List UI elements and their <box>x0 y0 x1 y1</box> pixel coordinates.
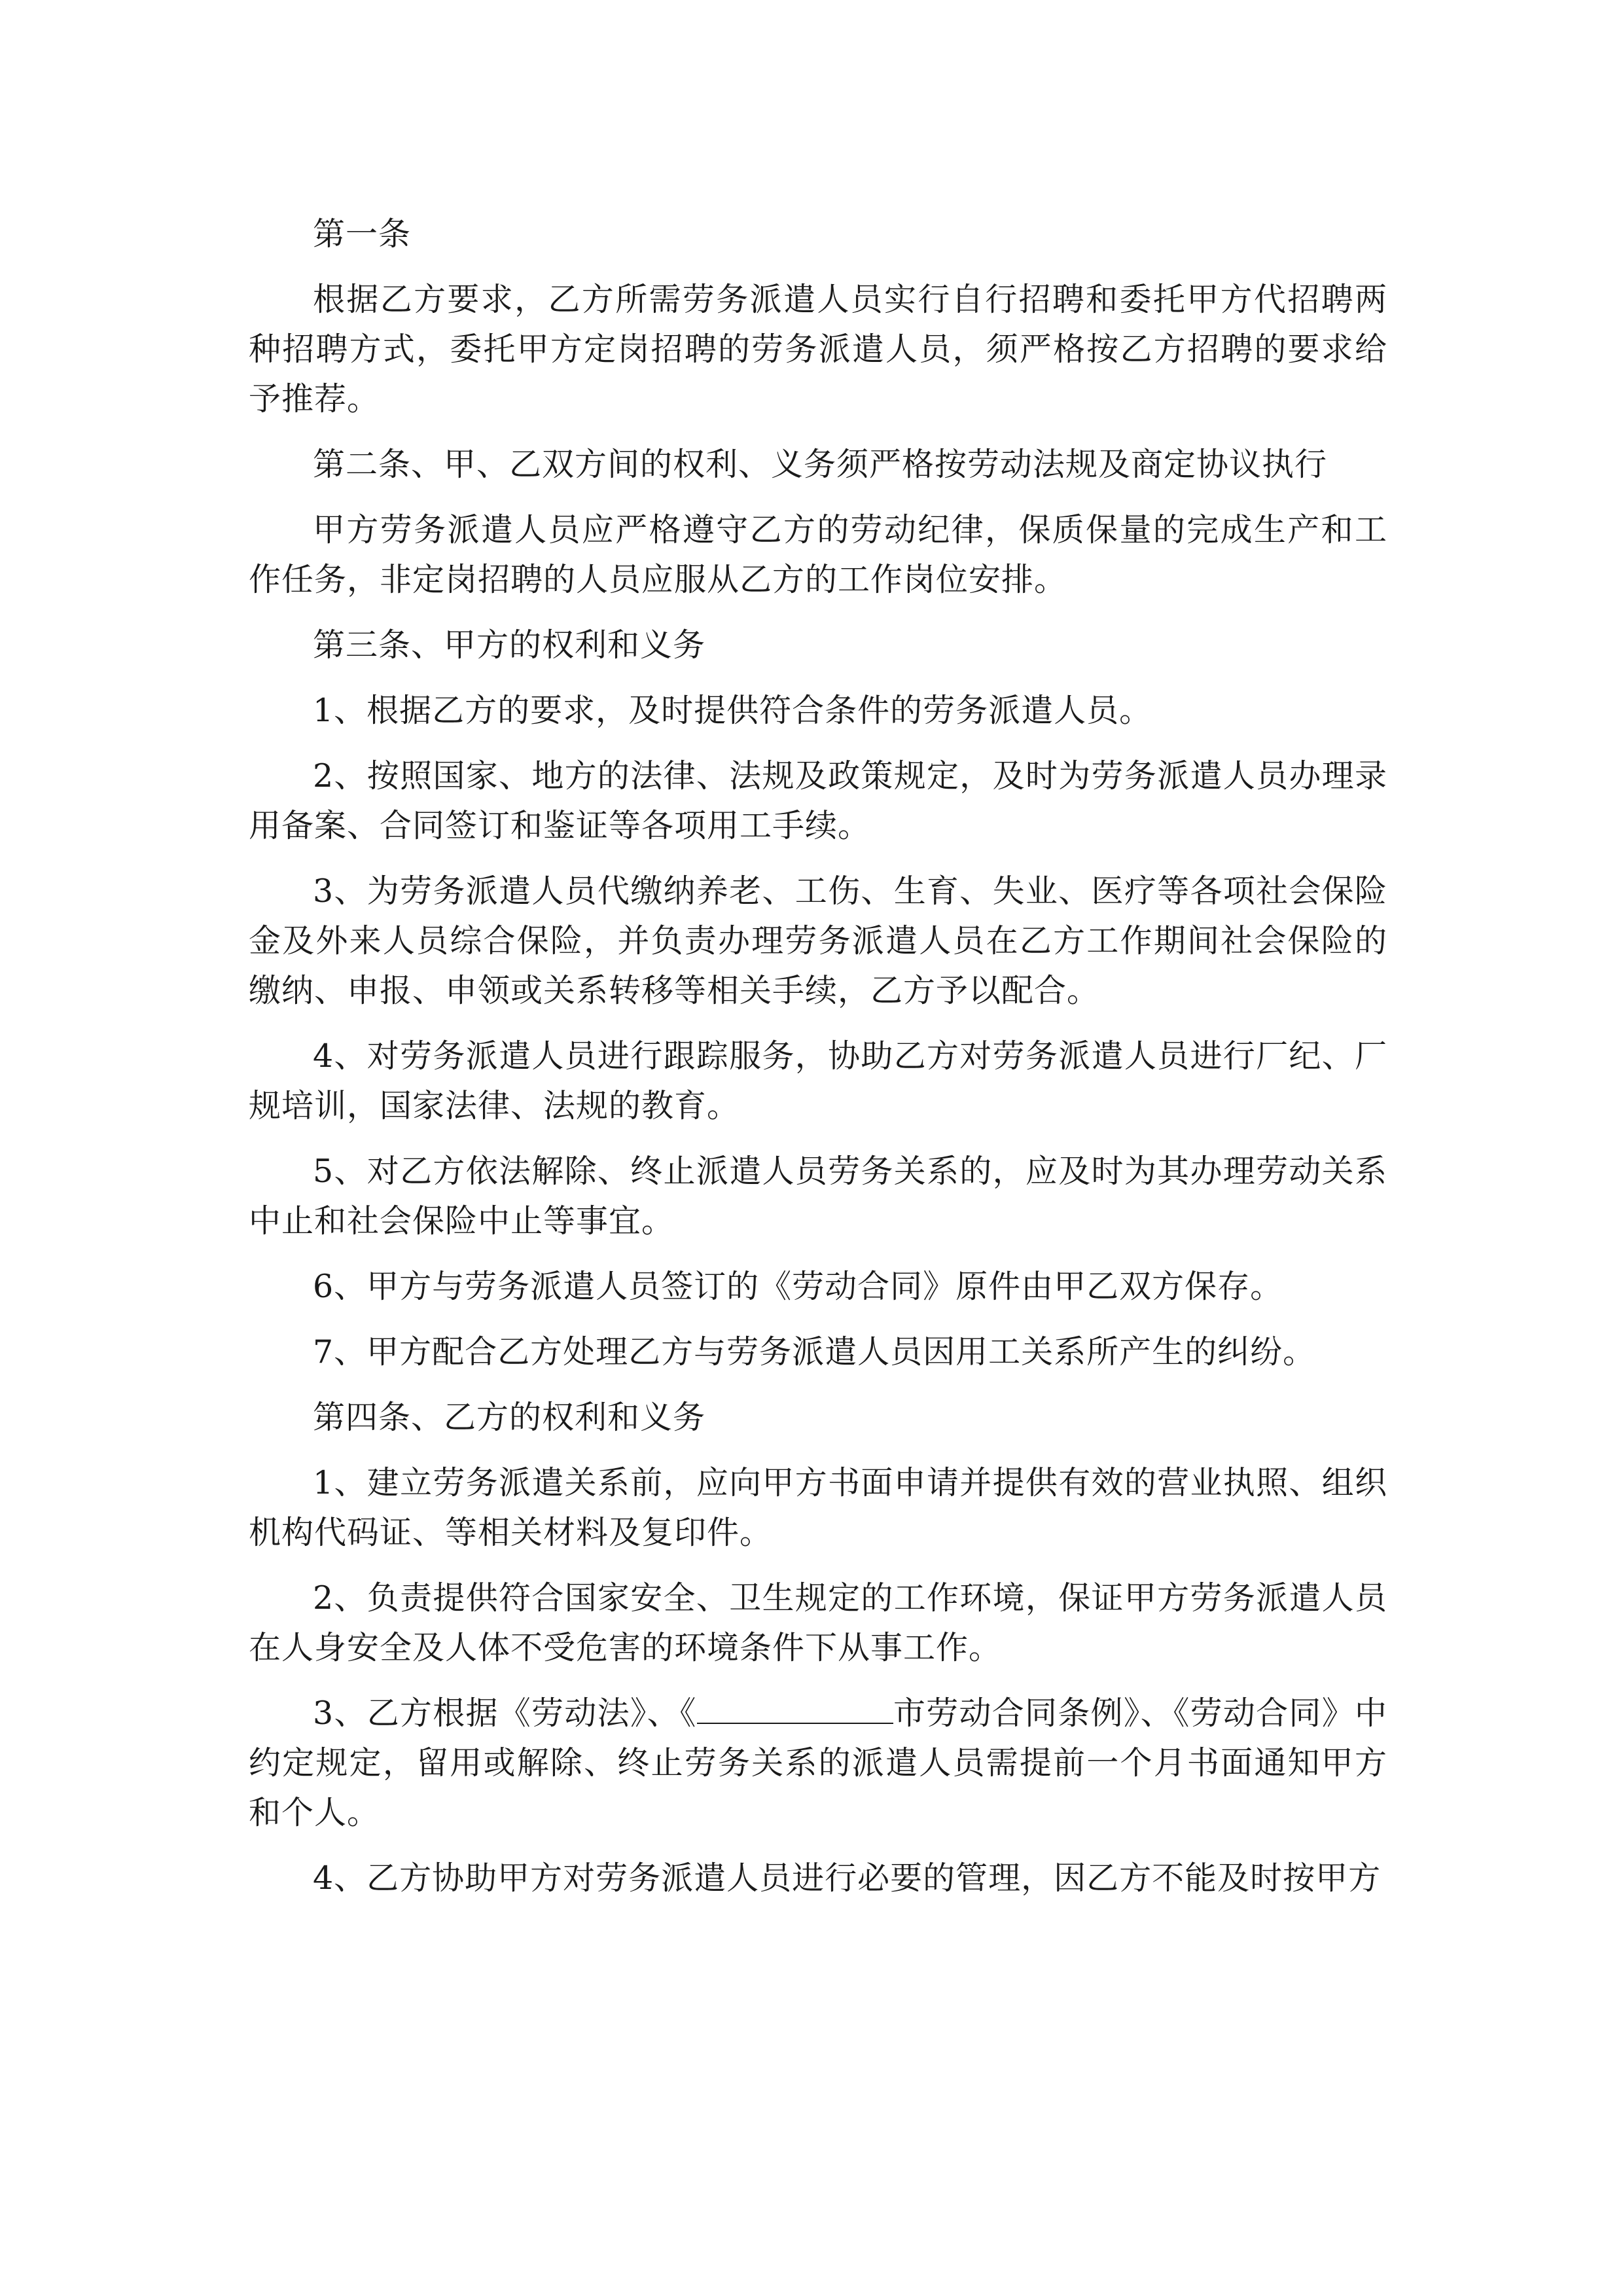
paragraph-text-before-blank: 3、乙方根据《劳动法》、《 <box>313 1695 697 1732</box>
list-item: 4、乙方协助甲方对劳务派遣人员进行必要的管理，因乙方不能及时按甲方 <box>313 1859 1382 1897</box>
article-4-heading: 第四条、乙方的权利和义务 <box>313 1399 706 1436</box>
article-3-heading: 第三条、甲方的权利和义务 <box>313 626 706 664</box>
paragraph: 甲方劳务派遣人员应严格遵守乙方的劳动纪律，保质保量的完成生产和工作任务，非定岗招聘的人员应服从乙方的工作岗位安排。 <box>249 511 1387 598</box>
list-item: 1、根据乙方的要求，及时提供符合条件的劳务派遣人员。 <box>313 692 1152 729</box>
paragraph: 根据乙方要求，乙方所需劳务派遣人员实行自行招聘和委托甲方代招聘两种招聘方式，委托甲方定岗招聘的劳务派遣人员，须严格按乙方招聘的要求给予推荐。 <box>249 281 1387 418</box>
list-item <box>249 1689 1387 1838</box>
list-item: 5、对乙方依法解除、终止派遣人员劳务关系的，应及时为其办理劳动关系中止和社会保险中止等事宜。 <box>249 1153 1387 1240</box>
fill-in-blank <box>697 1690 893 1724</box>
paragraph-text-after-blank: 市劳动合同条例》、《劳动合同》中约定规定，留用或解除、终止劳务关系的派遣人员需提前一个月书面通知甲方和个人。 <box>249 1695 1387 1831</box>
list-item: 1、建立劳务派遣关系前，应向甲方书面申请并提供有效的营业执照、组织机构代码证、等相关材料及复印件。 <box>249 1464 1387 1551</box>
list-item: 6、甲方与劳务派遣人员签订的《劳动合同》原件由甲乙双方保存。 <box>313 1268 1283 1305</box>
list-item: 3、为劳务派遣人员代缴纳养老、工伤、生育、失业、医疗等各项社会保险金及外来人员综合保险，并负责办理劳务派遣人员在乙方工作期间社会保险的缴纳、申报、申领或关系转移等相关手续，乙方予以配合。 <box>249 872 1387 1009</box>
list-item: 2、负责提供符合国家安全、卫生规定的工作环境，保证甲方劳务派遣人员在人身安全及人体不受危害的环境条件下从事工作。 <box>249 1579 1387 1666</box>
list-item: 7、甲方配合乙方处理乙方与劳务派遣人员因用工关系所产生的纠纷。 <box>313 1333 1316 1371</box>
list-item: 4、对劳务派遣人员进行跟踪服务，协助乙方对劳务派遣人员进行厂纪、厂规培训，国家法律、法规的教育。 <box>249 1037 1387 1124</box>
article-2-heading: 第二条、甲、乙双方间的权利、义务须严格按劳动法规及商定协议执行 <box>313 446 1328 483</box>
document-page <box>249 209 1387 1919</box>
list-item: 2、按照国家、地方的法律、法规及政策规定，及时为劳务派遣人员办理录用备案、合同签订和鉴证等各项用工手续。 <box>249 757 1387 844</box>
article-1-heading: 第一条 <box>313 215 412 253</box>
